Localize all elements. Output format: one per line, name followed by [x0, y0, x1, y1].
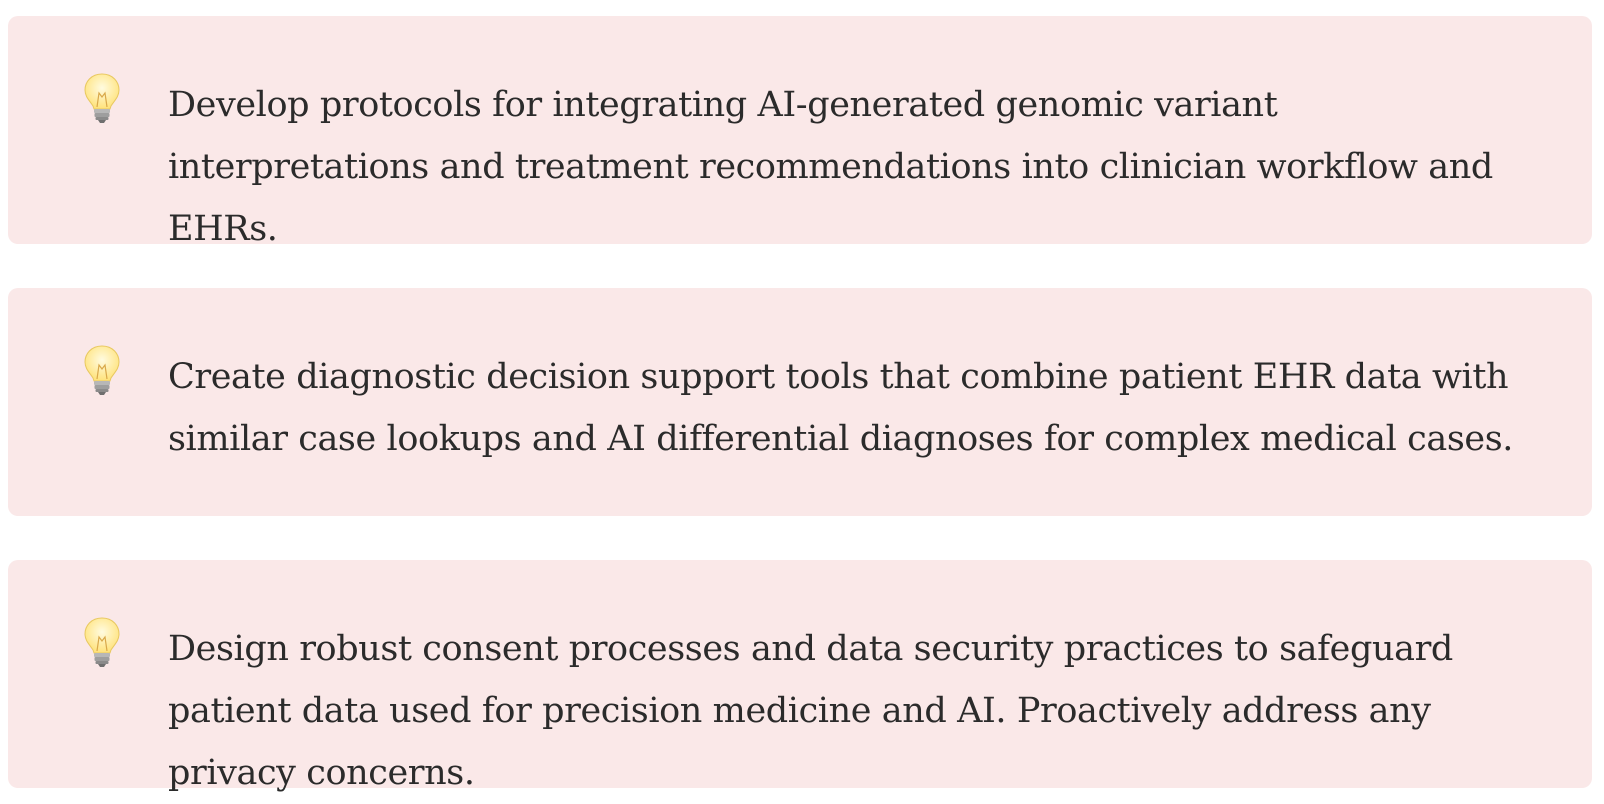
lightbulb-icon	[82, 615, 122, 669]
callout-text: Create diagnostic decision support tools that combine patient EHR data with similar case lookups and AI differential diagnoses for complex medical cases.	[168, 357, 1514, 459]
callout-text: Design robust consent processes and data security practices to safeguard patient data used for precision medicine and AI. Proactively address any privacy concerns.	[168, 629, 1453, 793]
lightbulb-icon	[82, 343, 122, 397]
callout-box	[8, 560, 1592, 793]
callout-box	[8, 16, 1592, 249]
callout-box	[8, 288, 1592, 516]
callout-text: Develop protocols for integrating AI-generated genomic variant interpretations and treatment recommendations into clinician workflow and EHRs.	[168, 85, 1493, 249]
lightbulb-icon	[82, 71, 122, 125]
